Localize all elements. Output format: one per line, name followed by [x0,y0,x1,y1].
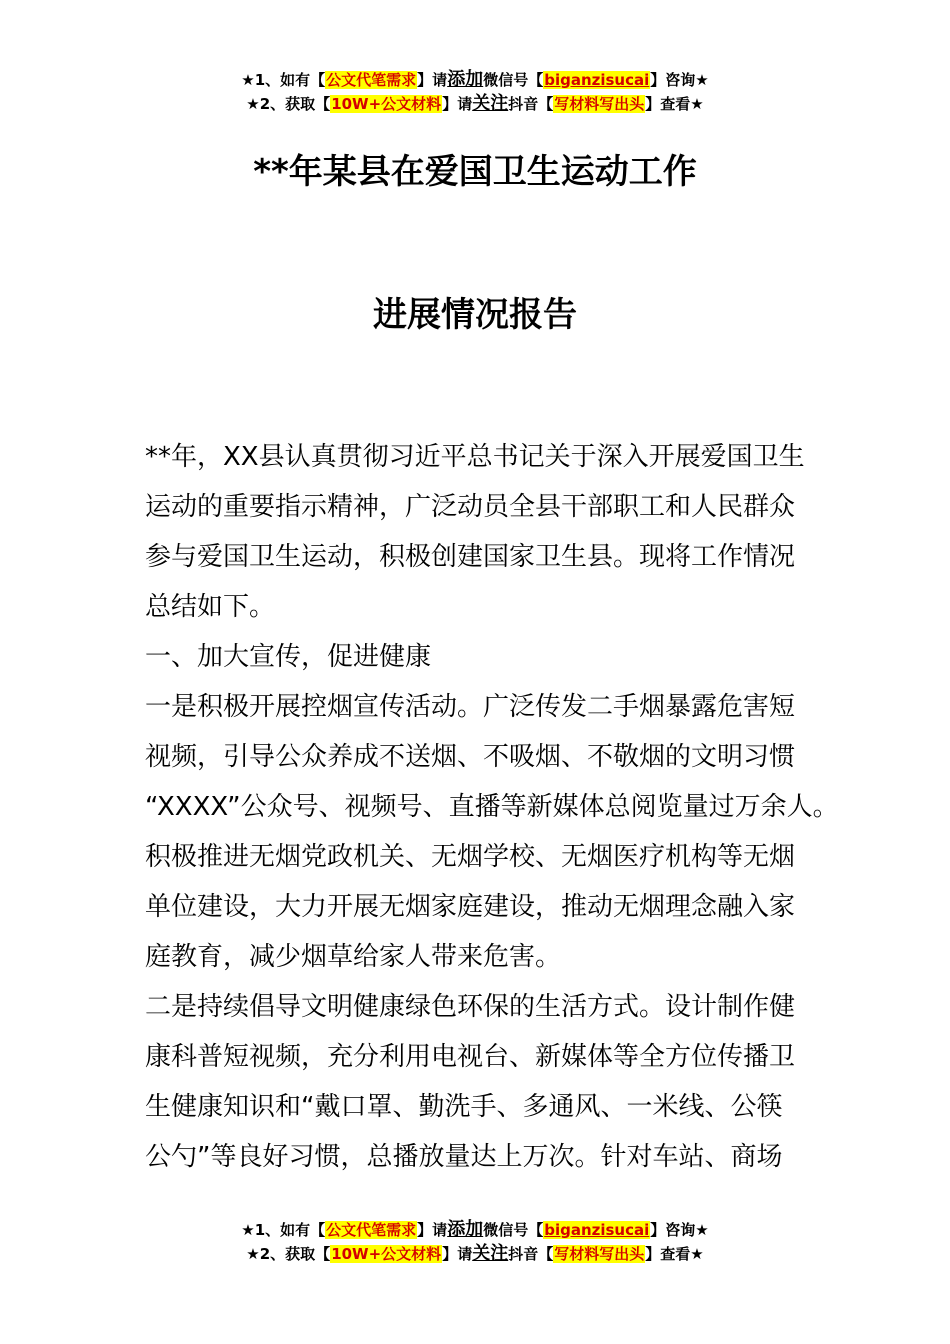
document-title-line-1: **年某县在爱国卫生运动工作 [253,152,697,192]
banner-text: 微信号【 [483,71,544,89]
body-line: 庭教育，减少烟草给家人带来危害。 [145,942,562,972]
body-line: 运动的重要指示精神，广泛动员全县干部职工和人民群众 [145,492,796,522]
banner-wechat-id: biganzisucai [544,71,650,89]
header-banner [0,68,950,116]
body-line: 总结如下。 [145,592,276,622]
banner-text: 】咨询★ [650,1221,709,1239]
body-line: “XXXX”公众号、视频号、直播等新媒体总阅览量过万余人。 [145,792,839,822]
body-line: 参与爱国卫生运动，积极创建国家卫生县。现将工作情况 [145,542,796,572]
banner-text: 】请 [417,71,448,89]
document-title-line-2: 进展情况报告 [373,295,577,335]
banner-text: ★1、如有【 [241,1221,326,1239]
section-heading: 一、加大宣传，促进健康 [145,642,432,672]
banner-text: 抖音【 [508,95,554,113]
body-line: 一是积极开展控烟宣传活动。广泛传发二手烟暴露危害短 [145,692,796,722]
body-line: 生健康知识和“戴口罩、勤洗手、多通风、一米线、公筷 [145,1092,783,1122]
banner-text: 】请 [442,95,473,113]
banner-text: ★1、如有【 [241,71,326,89]
banner-line-2 [0,1242,950,1266]
banner-text: 】请 [417,1221,448,1239]
banner-highlight: 10W+公文材料 [331,95,442,113]
banner-text: 微信号【 [483,1221,544,1239]
banner-emphasis: 添加 [447,69,484,90]
banner-highlight: 公文代笔需求 [326,1221,417,1239]
banner-text: 抖音【 [508,1245,554,1263]
banner-text: 】咨询★ [650,71,709,89]
banner-line-1 [0,1218,950,1242]
banner-text: 】查看★ [645,95,704,113]
banner-line-1 [0,68,950,92]
banner-emphasis: 添加 [447,1219,484,1240]
banner-emphasis: 关注 [472,93,509,114]
banner-text: ★2、获取【 [246,95,331,113]
banner-highlight: 10W+公文材料 [331,1245,442,1263]
footer-banner [0,1218,950,1266]
banner-emphasis: 关注 [472,1243,509,1264]
body-line: 视频，引导公众养成不送烟、不吸烟、不敬烟的文明习惯 [145,742,796,772]
banner-douyin-name: 写材料写出头 [554,1245,645,1263]
banner-line-2 [0,92,950,116]
banner-text: 】查看★ [645,1245,704,1263]
body-line: 公勺”等良好习惯，总播放量达上万次。针对车站、商场 [145,1142,783,1172]
banner-douyin-name: 写材料写出头 [554,95,645,113]
banner-wechat-id: biganzisucai [544,1221,650,1239]
body-line: **年，XX县认真贯彻习近平总书记关于深入开展爱国卫生 [145,442,805,472]
document-body [145,432,839,1182]
body-line: 康科普短视频，充分利用电视台、新媒体等全方位传播卫 [145,1042,796,1072]
banner-text: 】请 [442,1245,473,1263]
body-line: 单位建设，大力开展无烟家庭建设，推动无烟理念融入家 [145,892,796,922]
body-line: 积极推进无烟党政机关、无烟学校、无烟医疗机构等无烟 [145,842,796,872]
banner-highlight: 公文代笔需求 [326,71,417,89]
body-line: 二是持续倡导文明健康绿色环保的生活方式。设计制作健 [145,992,796,1022]
banner-text: ★2、获取【 [246,1245,331,1263]
